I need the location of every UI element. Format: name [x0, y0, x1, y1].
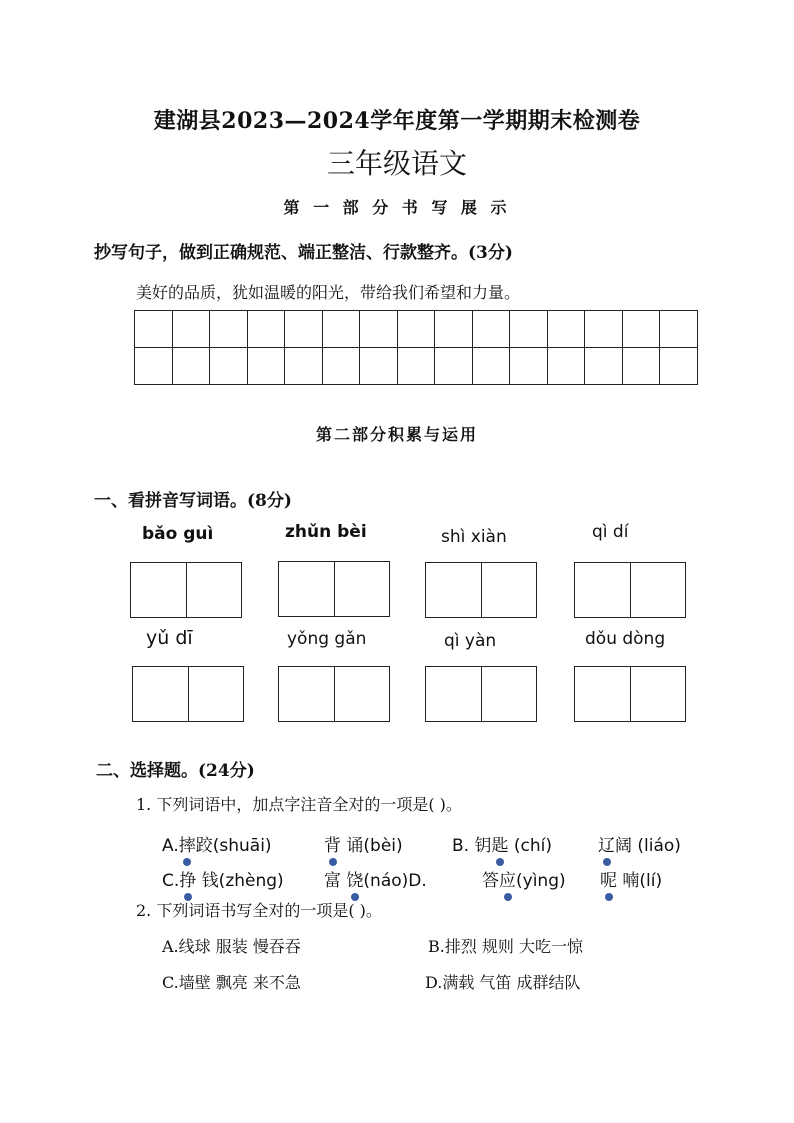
answer-box[interactable]	[278, 561, 390, 617]
dotted-char: 呢	[600, 866, 617, 891]
part1-heading: 第 一 部 分 书 写 展 示	[283, 198, 511, 217]
grid-row	[135, 311, 698, 348]
dotted-char: 应	[499, 866, 516, 891]
question-1-options-ab	[162, 831, 272, 856]
answer-box[interactable]	[574, 666, 686, 722]
part1-instruction: 抄写句子，做到正确规范、端正整洁、行款整齐。(3分)	[94, 243, 513, 263]
option-a-label: A.	[162, 836, 179, 856]
dotted-char: 饶	[346, 866, 363, 891]
option-text: 富	[324, 871, 347, 891]
question-2-option-b: B.排烈 规则 大吃一惊	[428, 937, 584, 956]
question-1-options-cd	[162, 866, 284, 891]
question-1-options-ab	[324, 831, 403, 856]
question-1-options-ab	[598, 831, 681, 856]
writing-grid[interactable]	[134, 310, 698, 385]
pinyin-label: zhǔn bèi	[285, 522, 367, 542]
pinyin-label: qì dí	[592, 522, 629, 542]
section2-heading: 二、选择题。(24分)	[96, 761, 255, 781]
option-text: 跤(shuāi)	[195, 836, 272, 856]
answer-box[interactable]	[425, 666, 537, 722]
grid-row	[135, 348, 698, 385]
option-c-label: C.	[162, 871, 180, 891]
question-2-stem: 2. 下列词语书写全对的一项是( )。	[136, 901, 382, 920]
pinyin-label: qì yàn	[444, 631, 497, 651]
dotted-char: 摔	[179, 831, 196, 856]
question-1-options-cd	[600, 866, 662, 891]
pinyin-label: bǎo guì	[142, 524, 214, 544]
question-1-options-cd	[324, 866, 427, 891]
question-1-stem: 1. 下列词语中，加点字注音全对的一项是( )。	[136, 795, 462, 814]
option-text: 答	[482, 871, 499, 891]
pinyin-label: shì xiàn	[441, 527, 507, 547]
part2-heading: 第二部分积累与运用	[315, 425, 478, 444]
question-2-option-d: D.满载 气笛 成群结队	[425, 973, 581, 992]
dotted-char: 匙	[491, 831, 508, 856]
question-2-option-a: A.线球 服装 慢吞吞	[162, 937, 301, 956]
option-text: (náo)D.	[363, 871, 427, 891]
option-text: 诵(bèi)	[341, 836, 403, 856]
answer-box[interactable]	[278, 666, 390, 722]
question-2-option-c: C.墙壁 飘亮 来不急	[162, 973, 301, 992]
dotted-char: 挣	[179, 866, 196, 891]
section1-heading: 一、看拼音写词语。(8分)	[94, 491, 292, 511]
copy-sentence: 美好的品质，犹如温暖的阳光，带给我们希望和力量。	[136, 283, 521, 302]
answer-box[interactable]	[132, 666, 244, 722]
dotted-char: 背	[324, 831, 341, 856]
question-1-options-ab	[452, 831, 552, 856]
pinyin-label: yǔ dī	[146, 627, 193, 649]
option-text: 喃(lí)	[617, 871, 663, 891]
option-b-label: B. 钥	[452, 836, 492, 856]
exam-title: 建湖县2023—2024学年度第一学期期末检测卷	[153, 108, 641, 134]
option-text: (chí)	[508, 836, 552, 856]
answer-box[interactable]	[425, 562, 537, 618]
exam-subtitle: 三年级语文	[326, 147, 467, 180]
answer-box[interactable]	[130, 562, 242, 618]
pinyin-label: dǒu dòng	[585, 629, 666, 649]
option-text: (yìng)	[516, 871, 566, 891]
option-text: 阔 (liáo)	[615, 836, 681, 856]
pinyin-label: yǒng gǎn	[287, 629, 367, 649]
dotted-char: 辽	[598, 831, 615, 856]
answer-box[interactable]	[574, 562, 686, 618]
question-1-options-cd	[482, 866, 566, 891]
option-text: 钱(zhèng)	[196, 871, 284, 891]
